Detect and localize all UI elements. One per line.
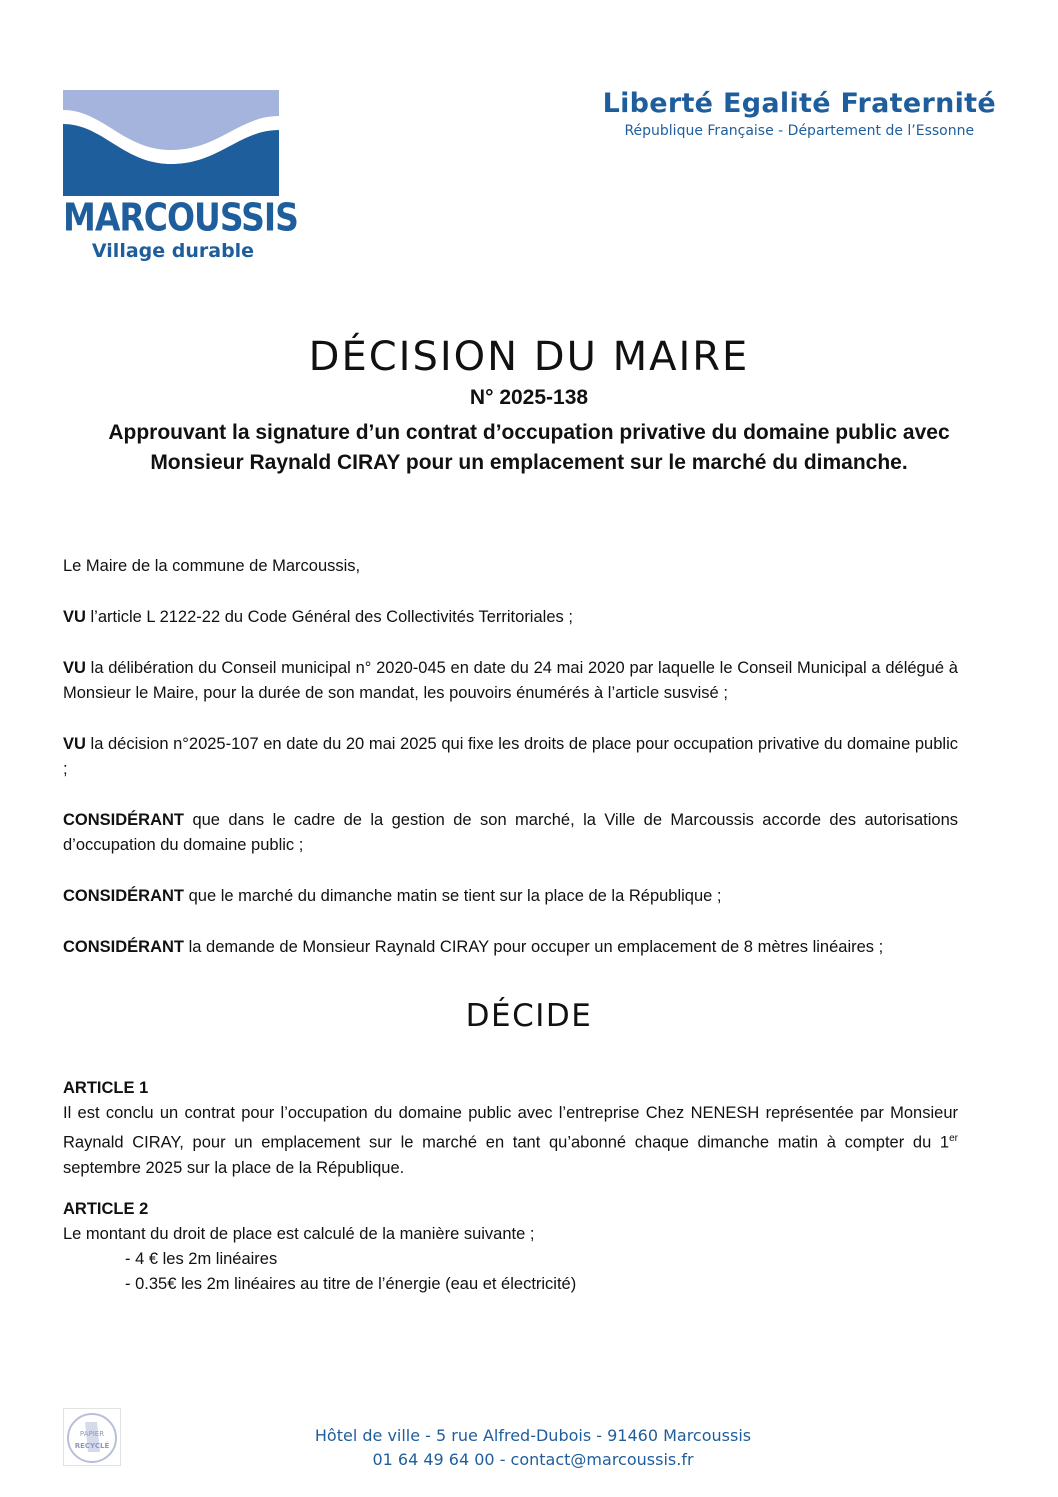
recycle-text-1: PAPIER [79, 1430, 105, 1438]
decision-subject [60, 418, 998, 478]
article-2-intro: Le montant du droit de place est calculé de la manière suivante ; [63, 1224, 535, 1243]
subject-line-2: Monsieur Raynald CIRAY pour un emplacement sur le marché du dimanche. [150, 451, 908, 474]
document-title: DÉCISION DU MAIRE [308, 334, 750, 380]
clause-keyword: VU [63, 735, 86, 753]
clause-keyword: VU [63, 659, 86, 677]
clause [63, 656, 958, 706]
clause [63, 935, 958, 960]
ordinal-suffix: er [949, 1133, 958, 1144]
clause [63, 884, 958, 909]
clause-keyword: CONSIDÉRANT [63, 811, 185, 829]
fee-list [63, 1247, 958, 1297]
footer-contact: 01 64 49 64 00 - contact@marcoussis.fr [372, 1450, 694, 1469]
clause [63, 732, 958, 782]
article-1-text-part: Il est conclu un contrat pour l’occupation du domaine public avec l’entreprise Chez NENESH représentée par Monsieur Raynald CIRAY, pour un emplacement sur le marché en tant qu’abonné chaque dimanche matin à compter du 1 [63, 1104, 958, 1152]
article-2-title: ARTICLE 2 [63, 1199, 149, 1218]
republic-header [603, 88, 996, 139]
logo-name: MARCOUSSIS [63, 195, 298, 240]
decision-body [63, 554, 958, 960]
preamble: Le Maire de la commune de Marcoussis, [63, 557, 361, 575]
footer [0, 1424, 1058, 1472]
clause-text: l’article L 2122-22 du Code Général des Collectivités Territoriales ; [85, 608, 573, 626]
clause [63, 808, 958, 858]
clause [63, 605, 958, 630]
clause-keyword: CONSIDÉRANT [63, 887, 185, 905]
decide-heading: DÉCIDE [465, 998, 593, 1034]
decision-number: N° 2025-138 [469, 386, 589, 409]
marcoussis-logo [63, 90, 298, 270]
clause-keyword: CONSIDÉRANT [63, 938, 185, 956]
clause-text: la décision n°2025-107 en date du 20 mai 2025 qui fixe les droits de place pour occupation privative du domaine public ; [63, 735, 958, 778]
fee-item: - 4 € les 2m linéaires [125, 1249, 278, 1268]
clause-text: la demande de Monsieur Raynald CIRAY pour occuper un emplacement de 8 mètres linéaires ; [184, 938, 884, 956]
republic-motto: Liberté Egalité Fraternité [602, 88, 996, 119]
logo-tagline: Village durable [91, 240, 255, 262]
article-1-text-part: septembre 2025 sur la place de la République. [63, 1158, 405, 1177]
clause-keyword: VU [63, 608, 86, 626]
fee-item: - 0.35€ les 2m linéaires au titre de l’énergie (eau et électricité) [125, 1274, 577, 1293]
republic-subtitle: République Française - Département de l’Essonne [624, 123, 975, 139]
articles [63, 1076, 958, 1297]
clause-text: que dans le cadre de la gestion de son marché, la Ville de Marcoussis accorde des autorisations d’occupation du domaine public ; [63, 811, 958, 854]
recycle-text-2: RECYCLÉ [74, 1442, 110, 1450]
clause-text: la délibération du Conseil municipal n° 2020-045 en date du 24 mai 2020 par laquelle le Conseil Municipal a délégué à Monsieur le Maire, pour la durée de son mandat, les pouvoirs énumérés à l’article susvisé ; [63, 659, 958, 702]
footer-address: Hôtel de ville - 5 rue Alfred-Dubois - 91460 Marcoussis [314, 1426, 752, 1445]
wave-emblem [63, 90, 279, 200]
subject-line-1: Approuvant la signature d’un contrat d’occupation privative du domaine public avec [108, 421, 950, 444]
article-1-title: ARTICLE 1 [63, 1079, 149, 1097]
clause-text: que le marché du dimanche matin se tient sur la place de la République ; [184, 887, 722, 905]
article-1-text [63, 1101, 958, 1181]
